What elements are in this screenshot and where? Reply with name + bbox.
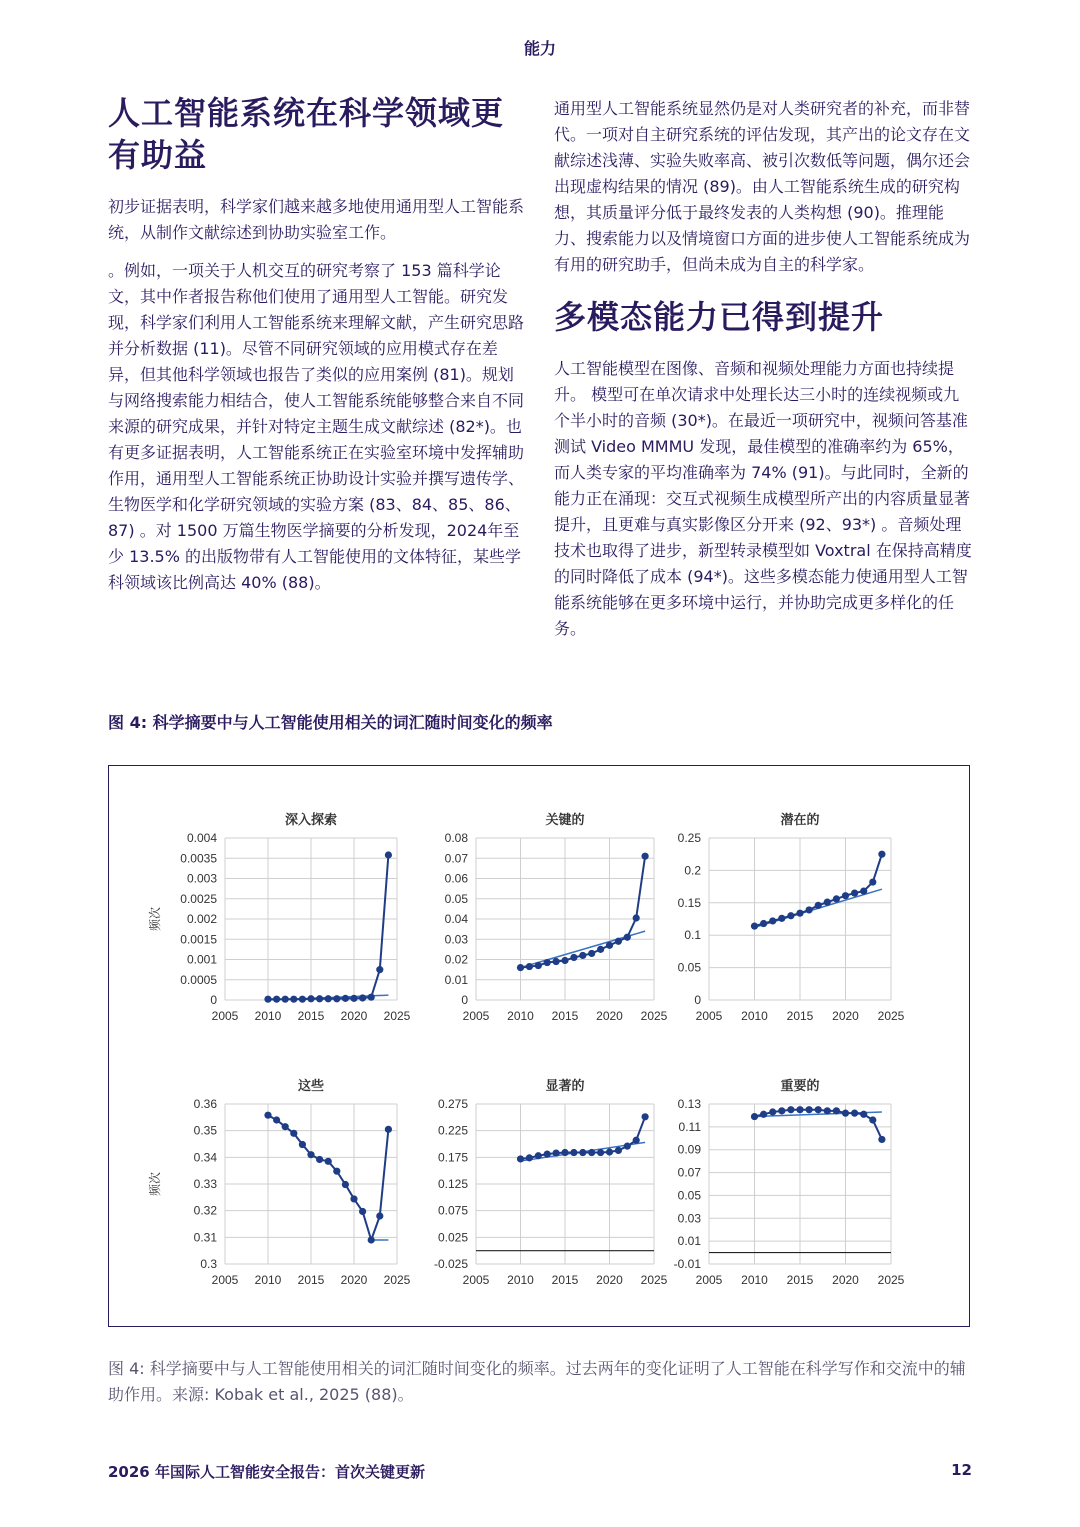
right-column [554, 96, 974, 654]
chart0-ytick-label: 0 [210, 993, 217, 1007]
figure-title: 图 4: 科学摘要中与人工智能使用相关的词汇随时间变化的频率 [108, 713, 553, 732]
paragraph-complement: 通用型人工智能系统显然仍是对人类研究者的补充，而非替代。一项对自主研究系统的评估发现，其产出的论文存在文献综述浅薄、实验失败率高、被引次数低等问题，偶尔还会出现虚构结果的情况 (89)。由人工智能系统生成的研究构想，其质量评分低于最终发表的人类构想 (90)。推理能力、搜索能力以及情境窗口方面的进步使人工智能系统成为有用的研究助手，但尚未成为自主的科学家。 [554, 99, 971, 274]
chart1-point [526, 963, 533, 970]
chart2-title: 潜在的 [780, 812, 820, 827]
chart3-point [290, 1130, 297, 1137]
left-column [108, 92, 528, 608]
chart1-xtick-label: 2020 [596, 1009, 623, 1023]
chart4-point [597, 1149, 604, 1156]
chart5-point [796, 1106, 803, 1113]
chart2-point [815, 902, 822, 909]
chart2-point [842, 892, 849, 899]
chart1-ytick-label: 0.04 [444, 912, 468, 926]
chart4-ytick-label: 0.225 [437, 1123, 468, 1138]
chart0-point [325, 995, 332, 1002]
chart4-point [615, 1147, 622, 1154]
chart5-point [851, 1110, 858, 1117]
chart0-xtick-label: 2015 [297, 1009, 325, 1023]
chart1-point [561, 957, 568, 964]
chart4-point [633, 1137, 640, 1144]
chart4-point [579, 1149, 586, 1156]
chart3-point [282, 1123, 289, 1130]
chart2-xtick-label: 2025 [877, 1009, 905, 1023]
chart0-ytick-label: 0.004 [186, 831, 217, 845]
chart3-ytick-label: 0.36 [193, 1097, 217, 1111]
chart5-xtick-label: 2010 [741, 1273, 768, 1287]
chart0-xtick-label: 2005 [211, 1009, 239, 1023]
charts-svg [109, 766, 969, 1326]
chart2-point [769, 917, 776, 924]
chart4-ytick-label: 0.125 [437, 1177, 468, 1191]
chart1-ytick-label: 0.06 [444, 871, 468, 886]
chart3-point [316, 1156, 323, 1163]
chart2-ytick-label: 0.15 [677, 895, 701, 910]
chart0-point [290, 996, 297, 1003]
chart2-xtick-label: 2015 [786, 1009, 814, 1023]
chart5-point [833, 1107, 840, 1114]
chart3-point [299, 1141, 306, 1148]
chart0-point [299, 996, 306, 1003]
chart4-point [544, 1151, 551, 1158]
chart3-point [350, 1195, 357, 1202]
chart5-xtick-label: 2015 [786, 1273, 814, 1287]
chart1-title: 关键的 [545, 812, 585, 827]
chart1-point [633, 914, 640, 921]
chart1-point [579, 952, 586, 959]
chart0-xtick-label: 2010 [254, 1009, 282, 1023]
chart0-point [264, 996, 271, 1003]
chart5-ytick-label: 0.05 [677, 1188, 701, 1203]
chart4-point [570, 1149, 577, 1156]
chart4-title: 显著的 [545, 1078, 585, 1093]
chart0-xtick-label: 2025 [383, 1009, 411, 1023]
chart1-point [553, 958, 560, 965]
chart4-point [535, 1152, 542, 1159]
chart5-point [860, 1111, 867, 1118]
chart4-point [553, 1149, 560, 1156]
chart0-point [385, 851, 392, 858]
chart1-xtick-label: 2005 [462, 1009, 490, 1023]
chart2-point [760, 920, 767, 927]
chart1-point [597, 946, 604, 953]
chart0-ytick-label: 0.0025 [180, 891, 217, 906]
chart2-point [787, 912, 794, 919]
chart4-ytick-label: 0.025 [437, 1230, 468, 1245]
chart1-ytick-label: 0.01 [444, 972, 468, 987]
chart5-title: 重要的 [780, 1078, 820, 1093]
chart5-point [806, 1106, 813, 1113]
chart0-xtick-label: 2020 [340, 1009, 368, 1023]
chart2-ytick-label: 0 [694, 993, 701, 1007]
chart1-xtick-label: 2015 [551, 1009, 579, 1023]
chart4-ytick-label: 0.275 [437, 1097, 468, 1111]
chart1-point [588, 950, 595, 957]
chart4-point [526, 1154, 533, 1161]
chart1-xtick-label: 2025 [640, 1009, 668, 1023]
chart5-ytick-label: 0.09 [677, 1142, 701, 1157]
chart0-ytick-label: 0.001 [186, 952, 217, 967]
chart3-point [385, 1126, 392, 1133]
chart4-xtick-label: 2020 [596, 1273, 623, 1287]
chart1-ytick-label: 0.08 [444, 831, 468, 845]
chart5-point [878, 1136, 885, 1143]
chart3-xtick-label: 2020 [340, 1273, 368, 1287]
chart0-point [368, 994, 375, 1001]
chart1-point [570, 954, 577, 961]
chart3-xtick-label: 2015 [297, 1273, 325, 1287]
chart5-ytick-label: 0.11 [678, 1119, 701, 1134]
chart2-point [751, 923, 758, 930]
chart0-ytick-label: 0.0005 [180, 972, 217, 987]
chart2-point [851, 889, 858, 896]
chart5-xtick-label: 2020 [832, 1273, 859, 1287]
chart3-ytick-label: 0.33 [193, 1177, 217, 1191]
chart5-point [778, 1107, 785, 1114]
chart4-point [561, 1149, 568, 1156]
chart3-ytick-label: 0.32 [193, 1203, 217, 1218]
chart4-ytick-label: -0.025 [433, 1257, 468, 1271]
paragraph-intro: 初步证据表明，科学家们越来越多地使用通用型人工智能系统，从制作文献综述到协助实验室工作。 [108, 197, 525, 242]
chart0-point [350, 995, 357, 1002]
paragraph-examples: 。例如，一项关于人机交互的研究考察了 153 篇科学论文，其中作者报告称他们使用了通用型人工智能。研究发现，科学家们利用人工智能系统来理解文献，产生研究思路并分析数据 (11)。尽管不同研究领域的应用模式存在差异，但其他科学领域也报告了类似的应用案例 (81)。规划与网络搜索能力相结合，使人工智能系统能够整合来自不同来源的研究成果，并针对特定主题生成文献综述 (82*)。也有更多证据表明，人工智能系统正在实验室环境中发挥辅助作用，通用型人工智能系统正协助设计实验并撰写遗传学、生物医学和化学研究领域的实验方案 (83、84、85、86、87) 。对 1500 万篇生物医学摘要的分析发现，2024年至少 13.5% 的出版物带有人工智能使用的文体特征，某些学科领域该比例高达 40% (88)。 [108, 261, 525, 592]
chart5-ytick-label: 0.01 [677, 1234, 701, 1249]
chart4-xtick-label: 2005 [462, 1273, 490, 1287]
chart1-point [535, 962, 542, 969]
chart2-point [824, 899, 831, 906]
chart3-ytick-label: 0.35 [193, 1123, 217, 1138]
chart4-ytick-label: 0.175 [437, 1150, 468, 1165]
chart5-point [751, 1113, 758, 1120]
chart1-ytick-label: 0.07 [444, 851, 468, 866]
chart0-point [307, 995, 314, 1002]
chart5-point [760, 1111, 767, 1118]
chart5-ytick-label: 0.07 [677, 1165, 701, 1180]
chart5-xtick-label: 2025 [877, 1273, 905, 1287]
section-label: 能力 [523, 39, 556, 58]
chart5-xtick-label: 2005 [695, 1273, 723, 1287]
page-number: 12 [951, 1461, 972, 1479]
chart1-ytick-label: 0.03 [444, 932, 468, 947]
chart1-point [517, 964, 524, 971]
chart3-point [264, 1112, 271, 1119]
chart2-point [796, 910, 803, 917]
chart1-point [624, 934, 631, 941]
chart1-series-line [521, 856, 646, 967]
chart3-series-line [268, 1115, 388, 1240]
chart0-point [333, 995, 340, 1002]
chart2-ytick-label: 0.1 [684, 928, 701, 943]
chart5-ytick-label: 0.03 [677, 1211, 701, 1226]
chart2-xtick-label: 2005 [695, 1009, 723, 1023]
chart5-point [815, 1106, 822, 1113]
chart1-xtick-label: 2010 [507, 1009, 534, 1023]
chart1-point [642, 853, 649, 860]
chart3-point [342, 1181, 349, 1188]
figure-note: 图 4: 科学摘要中与人工智能使用相关的词汇随时间变化的频率。过去两年的变化证明了人工智能在科学写作和交流中的辅助作用。来源: Kobak et al., 2025 (88)。 [108, 1359, 966, 1404]
chart4-xtick-label: 2025 [640, 1273, 668, 1287]
chart2-ytick-label: 0.2 [684, 863, 701, 878]
chart3-xtick-label: 2010 [254, 1273, 282, 1287]
chart0-ytick-label: 0.0035 [180, 851, 217, 866]
chart2-point [806, 906, 813, 913]
chart1-ytick-label: 0 [461, 993, 468, 1007]
heading-science: 人工智能系统在科学领域更有助益 [108, 94, 505, 174]
chart2-point [878, 851, 885, 858]
chart0-ylabel: 频次 [148, 906, 162, 932]
chart5-ytick-label: -0.01 [673, 1257, 701, 1271]
chart4-xtick-label: 2015 [551, 1273, 579, 1287]
chart1-point [606, 942, 613, 949]
chart2-ytick-label: 0.05 [677, 960, 701, 975]
chart3-ytick-label: 0.3 [200, 1257, 217, 1271]
chart2-point [860, 888, 867, 895]
chart2-point [869, 878, 876, 885]
chart1-point [544, 959, 551, 966]
chart4-ytick-label: 0.075 [437, 1203, 468, 1218]
chart4-point [624, 1143, 631, 1150]
chart3-xtick-label: 2025 [383, 1273, 411, 1287]
footer-report-title: 2026 年国际人工智能安全报告：首次关键更新 [108, 1463, 425, 1481]
chart4-point [588, 1149, 595, 1156]
chart2-point [833, 895, 840, 902]
chart3-point [307, 1151, 314, 1158]
chart2-xtick-label: 2020 [832, 1009, 859, 1023]
chart4-point [517, 1155, 524, 1162]
chart5-point [869, 1116, 876, 1123]
chart0-point [376, 966, 383, 973]
chart0-point [273, 996, 280, 1003]
chart2-ytick-label: 0.25 [677, 831, 701, 845]
chart2-point [778, 915, 785, 922]
chart4-point [606, 1148, 613, 1155]
chart0-series-line [268, 855, 388, 999]
chart3-point [376, 1212, 383, 1219]
figure-box [108, 765, 970, 1327]
chart4-point [642, 1113, 649, 1120]
chart3-point [359, 1208, 366, 1215]
heading-multimodal: 多模态能力已得到提升 [554, 298, 885, 336]
chart1-ytick-label: 0.02 [444, 952, 468, 967]
chart5-ytick-label: 0.13 [677, 1097, 701, 1111]
chart3-point [333, 1168, 340, 1175]
chart3-xtick-label: 2005 [211, 1273, 239, 1287]
chart2-xtick-label: 2010 [741, 1009, 768, 1023]
paragraph-multimodal: 人工智能模型在图像、音频和视频处理能力方面也持续提升。 模型可在单次请求中处理长达三小时的连续视频或九个半小时的音频 (30*)。在最近一项研究中，视频问答基准测试 Video MMMU 发现，最佳模型的准确率约为 65%，而人类专家的平均准确率为 74% (91)。与此同时，全新的能力正在涌现：交互式视频生成模型所产出的内容质量显著提升，且更难与真实影像区分开来 (92、93*) 。音频处理技术也取得了进步，新型转录模型如 Voxtral 在保持高精度的同时降低了成本 (94*)。这些多模态能力使通用型人工智能系统能够在更多环境中运行，并协助完成更多样化的任务。 [554, 359, 972, 638]
chart0-ytick-label: 0.003 [186, 871, 217, 886]
chart0-point [359, 994, 366, 1001]
chart0-ytick-label: 0.002 [186, 912, 217, 926]
chart3-ytick-label: 0.34 [193, 1150, 217, 1165]
chart3-ytick-label: 0.31 [193, 1230, 217, 1245]
chart1-ytick-label: 0.05 [444, 891, 468, 906]
chart3-point [368, 1236, 375, 1243]
chart0-ytick-label: 0.0015 [180, 932, 217, 947]
chart0-title: 深入探索 [284, 812, 338, 827]
chart0-point [282, 996, 289, 1003]
chart3-title: 这些 [297, 1078, 325, 1093]
chart0-point [316, 995, 323, 1002]
chart5-point [824, 1107, 831, 1114]
chart3-ylabel: 频次 [148, 1171, 162, 1197]
chart3-point [325, 1158, 332, 1165]
chart5-point [769, 1108, 776, 1115]
chart4-xtick-label: 2010 [507, 1273, 534, 1287]
chart0-point [342, 995, 349, 1002]
chart5-point [842, 1110, 849, 1117]
chart1-point [615, 938, 622, 945]
chart3-point [273, 1116, 280, 1123]
chart5-point [787, 1106, 794, 1113]
